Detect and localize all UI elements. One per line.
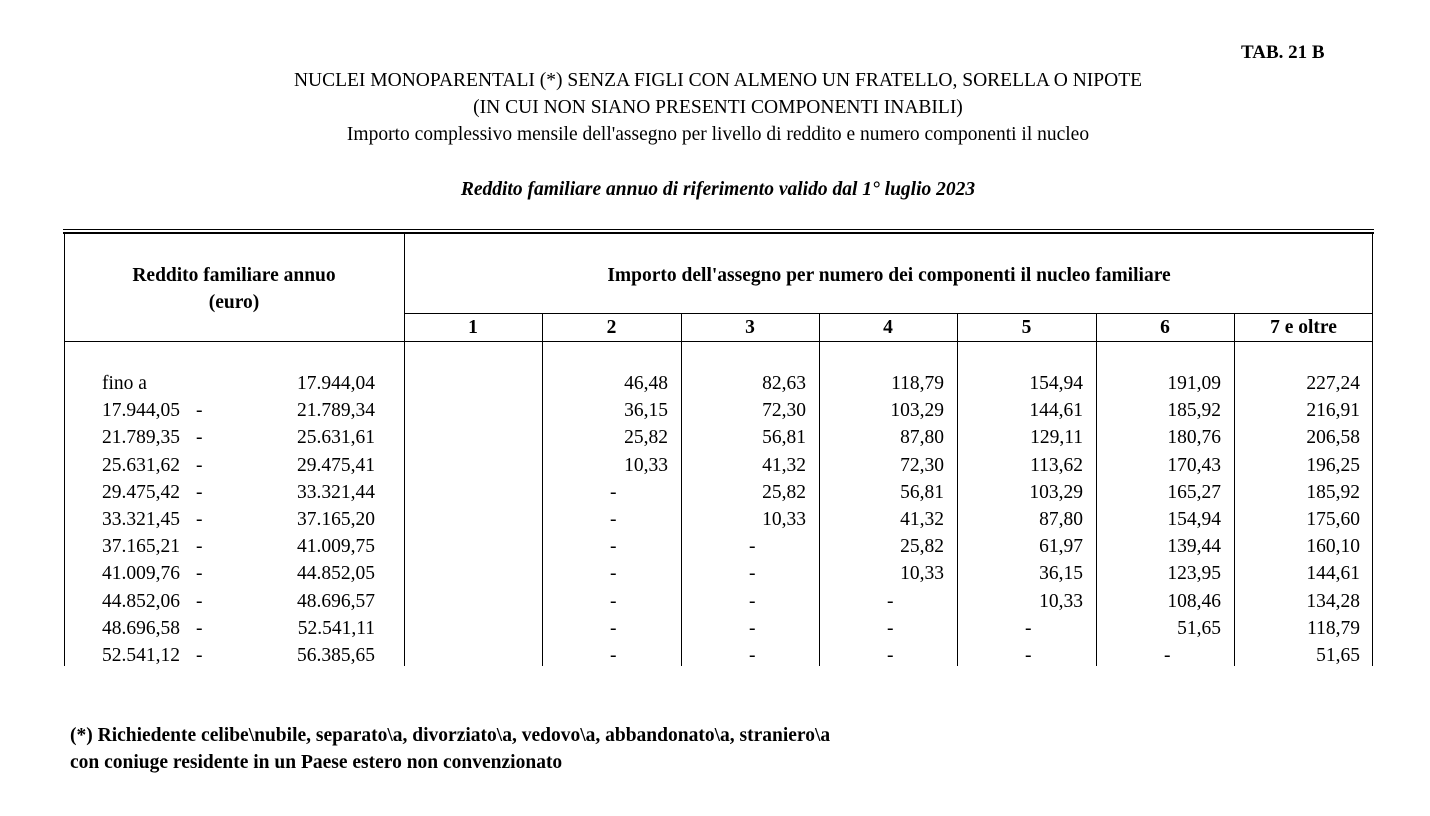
column-divider (957, 313, 958, 342)
allowance-value: 10,33 (624, 454, 668, 476)
income-separator: - (196, 617, 203, 639)
column-divider (1234, 313, 1235, 342)
allowance-value: 108,46 (1167, 590, 1221, 612)
allowance-value: - (1025, 617, 1032, 639)
footnote-line-1: (*) Richiedente celibe\nubile, separato\a, divorziato\a, vedovo\a, abbandonato\a, straniero\a (70, 725, 831, 746)
column-header-6: 6 (1160, 317, 1170, 338)
allowance-value: - (610, 645, 617, 666)
income-separator: - (196, 509, 203, 530)
allowance-value: 72,30 (900, 454, 944, 476)
allowance-value: 61,97 (1039, 536, 1083, 558)
allowance-value: 160,10 (1306, 536, 1360, 558)
body-income-divider (404, 341, 405, 666)
allowance-value: - (610, 590, 617, 612)
allowance-value: 216,91 (1306, 400, 1360, 422)
income-from: 48.696,58 (102, 617, 180, 639)
column-header-4: 4 (883, 317, 893, 338)
allowance-value: 123,95 (1167, 563, 1221, 585)
income-separator: - (196, 645, 203, 666)
income-from: 52.541,12 (102, 645, 180, 666)
allowance-value: 118,79 (891, 373, 944, 394)
income-from: 21.789,35 (102, 427, 180, 449)
allowance-value: - (749, 536, 756, 558)
income-from: 33.321,45 (102, 509, 180, 530)
column-divider (1096, 313, 1097, 342)
income-from: 25.631,62 (102, 454, 180, 476)
document-title-line-1: NUCLEI MONOPARENTALI (*) SENZA FIGLI CON ALMENO UN FRATELLO, SORELLA O NIPOTE (293, 70, 1143, 91)
income-from: 29.475,42 (102, 481, 180, 503)
allowance-value: 51,65 (1177, 617, 1221, 639)
allowance-value: 227,24 (1306, 373, 1360, 394)
allowance-value: 144,61 (1306, 563, 1360, 585)
column-header-1: 1 (468, 317, 478, 338)
income-separator: - (196, 454, 203, 476)
allowance-value: 175,60 (1306, 509, 1360, 530)
table-top-rule-inner (63, 232, 1374, 234)
allowance-value: 25,82 (762, 481, 806, 503)
income-separator: - (196, 400, 203, 422)
allowance-value: 46,48 (624, 373, 668, 394)
allowance-value: 103,29 (1029, 481, 1083, 503)
income-column-header (64, 262, 404, 316)
income-to: 17.944,04 (297, 373, 375, 394)
column-header-5: 5 (1021, 317, 1032, 338)
allowance-value: 36,15 (1039, 563, 1083, 585)
income-separator: - (196, 563, 203, 585)
income-from: 41.009,76 (102, 563, 180, 585)
allowance-group-header: Importo dell'assegno per numero dei componenti il nucleo familiare (607, 265, 1171, 286)
allowance-value: 154,94 (1167, 509, 1221, 530)
allowance-value: 87,80 (900, 427, 944, 449)
reference-subtitle: Reddito familiare annuo di riferimento valido dal 1° luglio 2023 (460, 179, 976, 200)
header-bottom-rule (64, 341, 1373, 342)
allowance-value: - (887, 590, 894, 612)
column-divider (819, 313, 820, 342)
allowance-value: 129,11 (1030, 427, 1083, 449)
allowance-value: 56,81 (762, 427, 806, 449)
allowance-value: - (610, 481, 617, 503)
allowance-value: 10,33 (900, 563, 944, 585)
allowance-value: - (1164, 645, 1171, 666)
income-to: 29.475,41 (297, 454, 375, 476)
document-title-line-3: Importo complessivo mensile dell'assegno per livello di reddito e numero componenti il nucleo (346, 124, 1090, 145)
income-separator: - (196, 427, 203, 449)
allowance-value: 118,79 (1307, 617, 1360, 639)
allowance-value: 56,81 (900, 481, 944, 503)
allowance-value: 165,27 (1167, 481, 1221, 503)
income-to: 56.385,65 (297, 645, 375, 666)
allowance-value: 82,63 (762, 373, 806, 394)
footnote-line-2: con coniuge residente in un Paese estero non convenzionato (70, 752, 563, 773)
income-to: 48.696,57 (297, 590, 375, 612)
body-column-divider (1372, 341, 1373, 666)
income-to: 37.165,20 (297, 509, 375, 530)
allowance-value: - (610, 536, 617, 558)
income-from: fino a (102, 373, 147, 394)
allowance-value: - (749, 645, 756, 666)
allowance-value: 170,43 (1167, 454, 1221, 476)
allowance-value: - (610, 509, 617, 530)
allowance-value: 185,92 (1167, 400, 1221, 422)
income-to: 44.852,05 (297, 563, 375, 585)
allowance-value: - (610, 617, 617, 639)
income-to: 25.631,61 (297, 427, 375, 449)
column-header-top-rule (404, 313, 1373, 314)
allowance-value: - (887, 617, 894, 639)
allowance-value: 41,32 (900, 509, 944, 530)
allowance-value: - (749, 563, 756, 585)
allowance-value: 154,94 (1029, 373, 1083, 394)
allowance-value: 10,33 (762, 509, 806, 530)
income-separator: - (196, 536, 203, 558)
income-from: 37.165,21 (102, 536, 180, 558)
income-to: 33.321,44 (297, 481, 375, 503)
allowance-value: 103,29 (890, 400, 944, 422)
allowance-value: 191,09 (1167, 373, 1221, 394)
income-from: 44.852,06 (102, 590, 180, 612)
income-from: 17.944,05 (102, 400, 180, 422)
column-header-7: 7 e oltre (1270, 317, 1337, 338)
allowance-value: 72,30 (762, 400, 806, 422)
allowance-value: - (887, 645, 894, 666)
allowance-value: 51,65 (1316, 645, 1360, 666)
allowance-value: 25,82 (624, 427, 668, 449)
income-separator: - (196, 590, 203, 612)
allowance-value: 144,61 (1029, 400, 1083, 422)
column-header-3: 3 (745, 317, 755, 338)
allowance-value: 36,15 (624, 400, 668, 422)
income-header-line-2: (euro) (208, 292, 260, 313)
allowance-value: - (610, 563, 617, 585)
allowance-value: - (749, 617, 756, 639)
table-top-rule-outer (63, 229, 1374, 230)
column-header-2: 2 (606, 317, 617, 338)
body-column-divider (64, 341, 65, 666)
allowance-value: - (1025, 645, 1032, 666)
income-separator: - (196, 481, 203, 503)
income-header-line-1: Reddito familiare annuo (132, 265, 336, 286)
column-divider (542, 313, 543, 342)
tab-label: TAB. 21 B (1241, 42, 1325, 63)
allowance-value: 134,28 (1306, 590, 1360, 612)
income-to: 21.789,34 (297, 400, 375, 422)
column-divider (681, 313, 682, 342)
allowance-value: 196,25 (1306, 454, 1360, 476)
allowance-value: 10,33 (1039, 590, 1083, 612)
allowance-value: 113,62 (1030, 454, 1083, 476)
allowance-value: 139,44 (1167, 536, 1221, 558)
allowance-value: 180,76 (1167, 427, 1221, 449)
allowance-value: 87,80 (1039, 509, 1083, 530)
allowance-value: 41,32 (762, 454, 806, 476)
allowance-value: 206,58 (1306, 427, 1360, 449)
income-to: 41.009,75 (297, 536, 375, 558)
allowance-value: 185,92 (1306, 481, 1360, 503)
allowance-value: 25,82 (900, 536, 944, 558)
income-to: 52.541,11 (297, 617, 375, 639)
document-title-line-2: (IN CUI NON SIANO PRESENTI COMPONENTI INABILI) (473, 97, 963, 118)
allowance-value: - (749, 590, 756, 612)
